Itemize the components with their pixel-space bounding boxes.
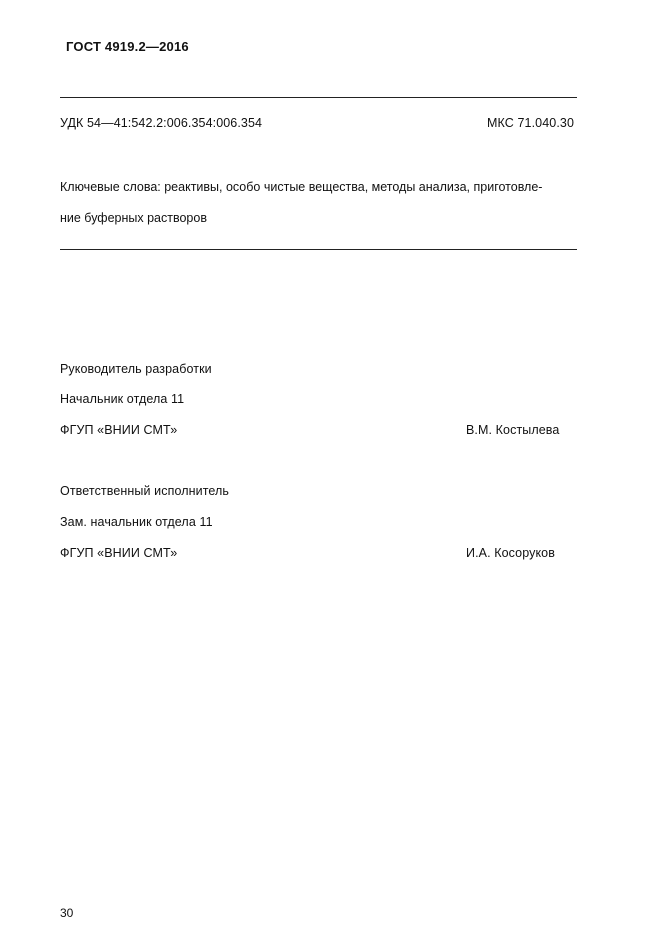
keywords-block: [60, 172, 580, 234]
mks-code: МКС 71.040.30: [487, 116, 574, 130]
udk-code: УДК 54—41:542.2:006.354:006.354: [60, 116, 263, 130]
signature-1-position: Начальник отдела 11: [60, 392, 185, 406]
signature-1-organization: ФГУП «ВНИИ СМТ»: [60, 423, 178, 437]
signature-2-role: Ответственный исполнитель: [60, 484, 230, 498]
bottom-divider: [60, 249, 577, 250]
signature-1-role: Руководитель разработки: [60, 362, 212, 376]
signature-2-position: Зам. начальник отдела 11: [60, 515, 213, 529]
signature-2-organization: ФГУП «ВНИИ СМТ»: [60, 546, 178, 560]
standard-code-header: ГОСТ 4919.2—2016: [66, 39, 189, 54]
page-number: 30: [60, 906, 74, 920]
signature-1-name: В.М. Костылева: [466, 423, 560, 437]
top-divider: [60, 97, 577, 98]
signature-2-name: И.А. Косоруков: [466, 546, 555, 560]
keywords-line-2: ние буферных растворов: [60, 211, 207, 225]
keywords-line-1: Ключевые слова: реактивы, особо чистые вещества, методы анализа, приготовле-: [60, 180, 543, 194]
